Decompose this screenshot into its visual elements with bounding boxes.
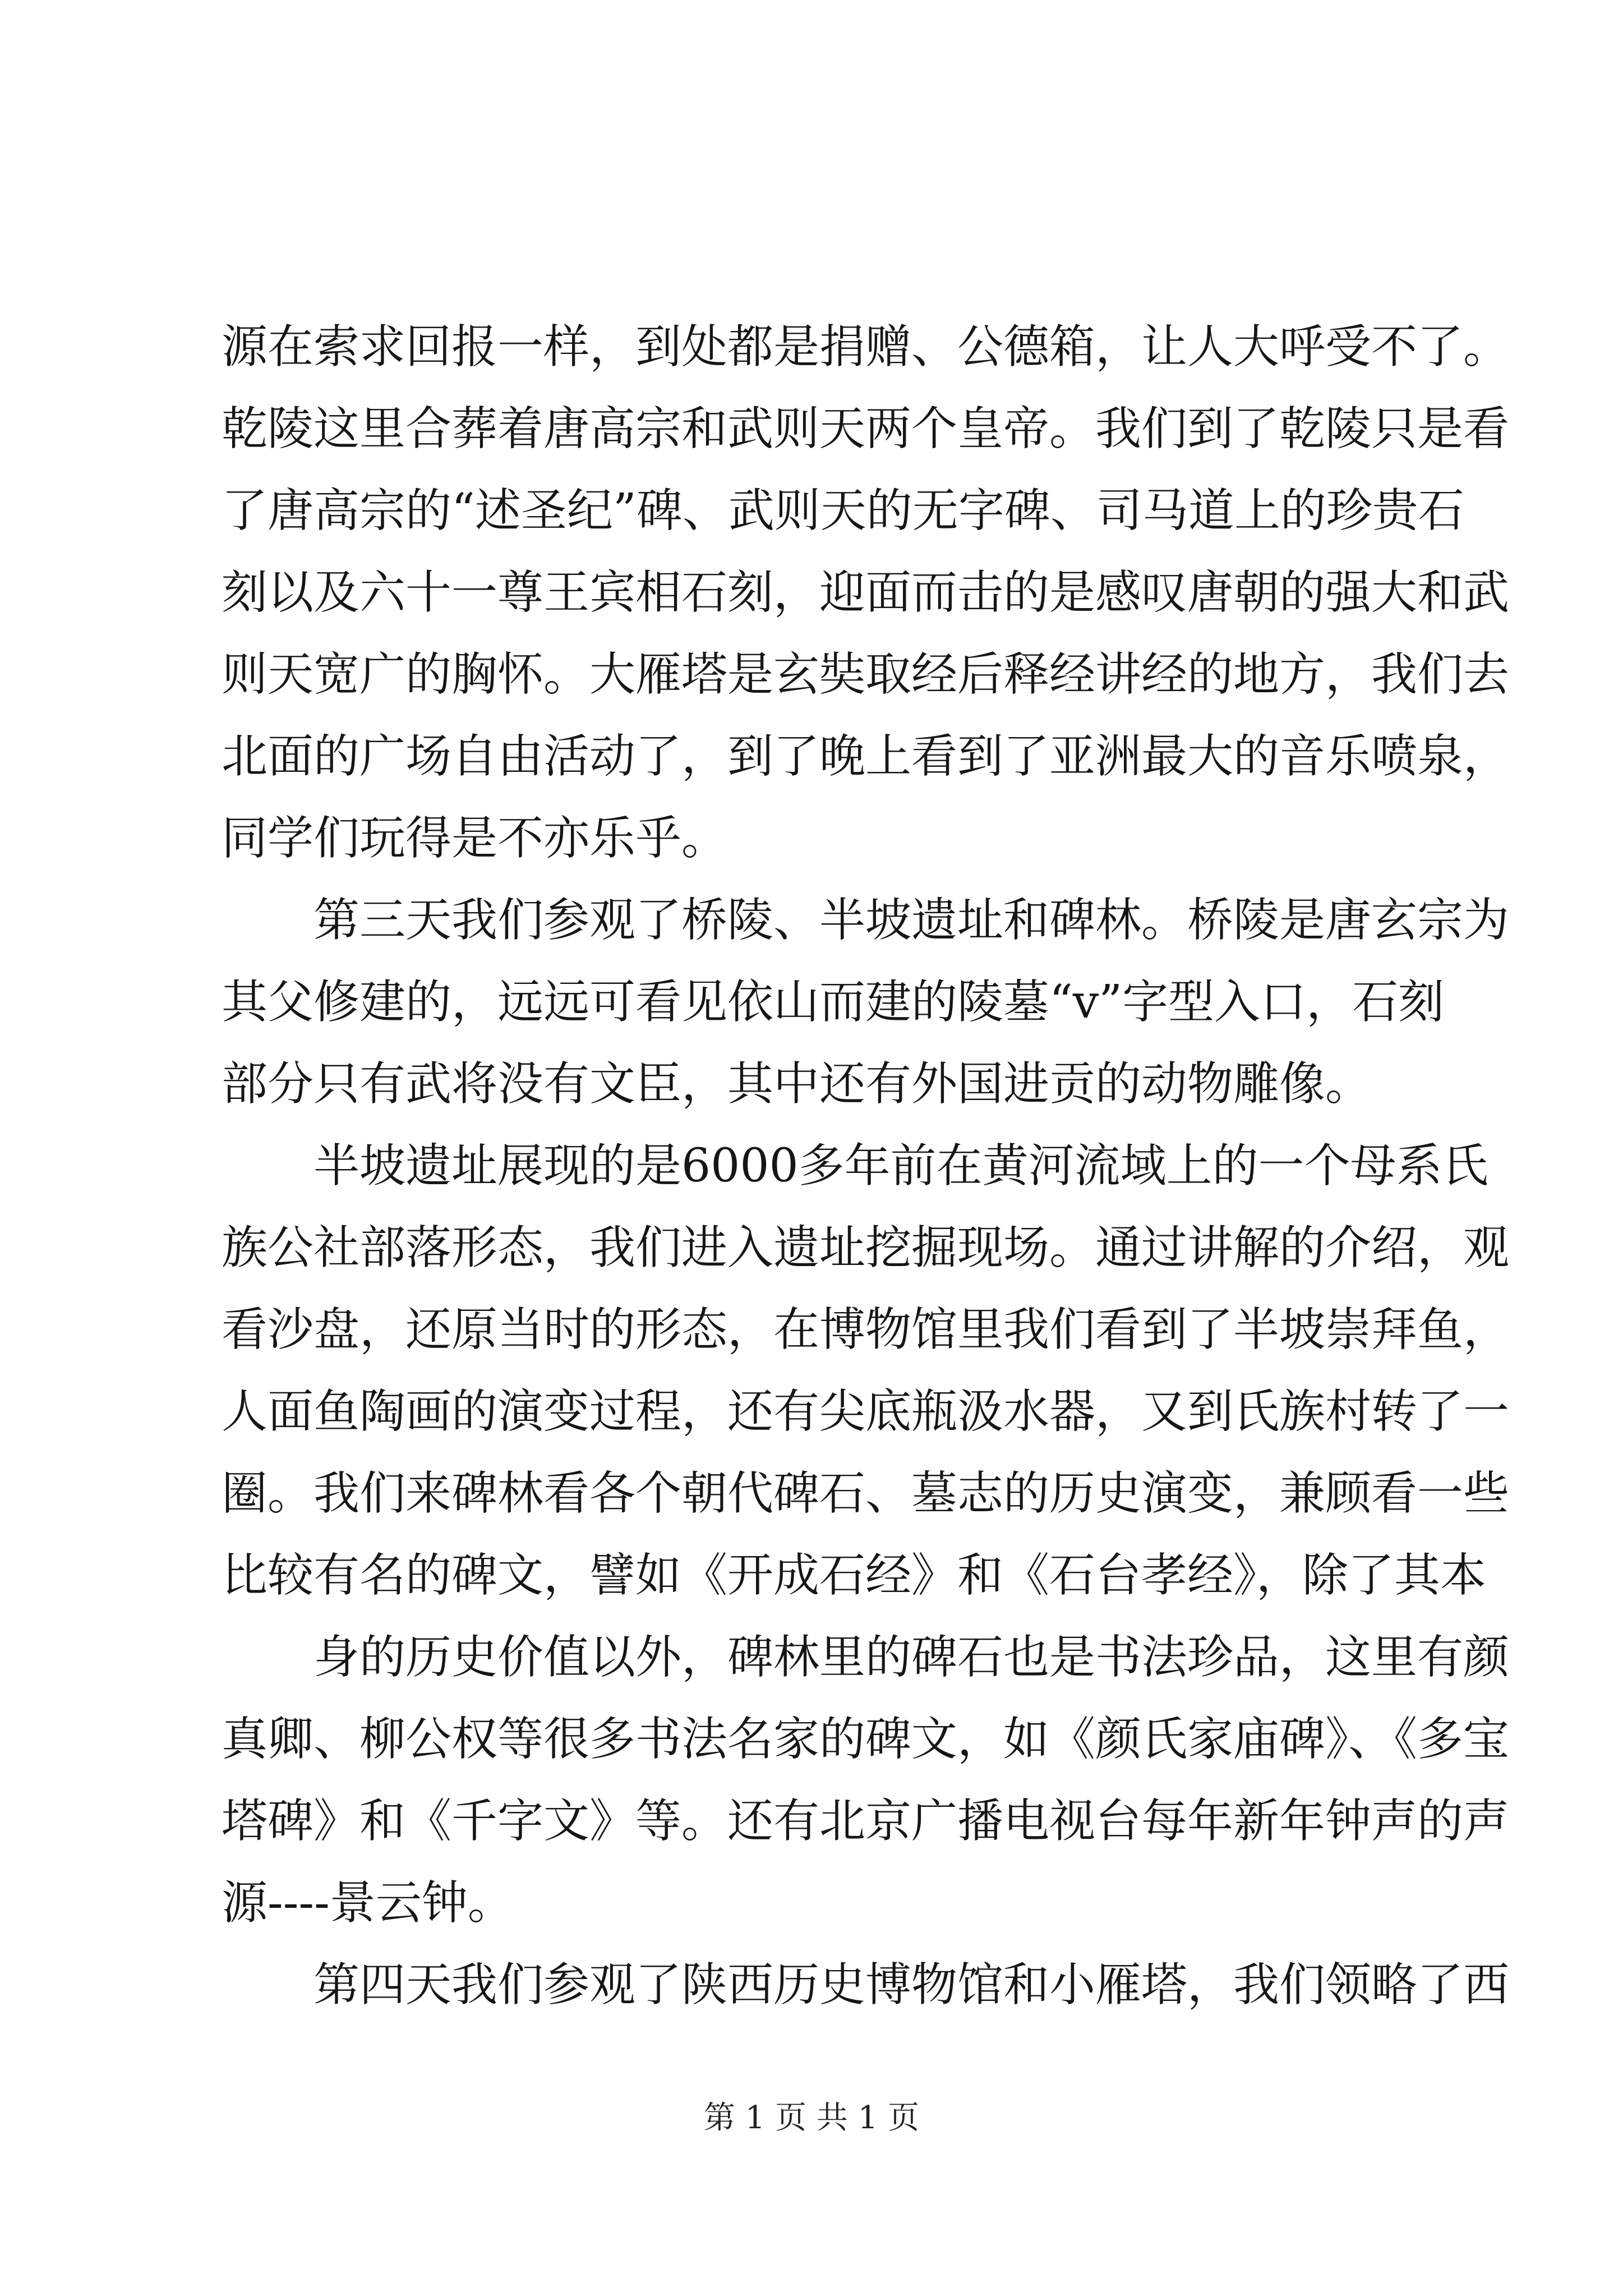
text-line: 则天宽广的胸怀。大雁塔是玄奘取经后释经讲经的地方，我们去 <box>222 648 1510 701</box>
text-line: 部分只有武将没有文臣，其中还有外国进贡的动物雕像。 <box>222 1057 1372 1111</box>
text-line: 乾陵这里合葬着唐高宗和武则天两个皇帝。我们到了乾陵只是看 <box>222 402 1510 455</box>
text-line: 族公社部落形态，我们进入遗址挖掘现场。通过讲解的介绍，观 <box>222 1221 1510 1274</box>
text-line: 北面的广场自由活动了，到了晚上看到了亚洲最大的音乐喷泉， <box>222 730 1510 783</box>
text-line: 源----景云钟。 <box>222 1876 514 1930</box>
text-line: 看沙盘，还原当时的形态，在博物馆里我们看到了半坡崇拜鱼， <box>222 1303 1510 1356</box>
text-line: 源在索求回报一样，到处都是捐赠、公德箱，让人大呼受不了。 <box>222 320 1510 374</box>
text-line: 比较有名的碑文，譬如《开成石经》和《石台孝经》，除了其本 <box>222 1549 1487 1602</box>
page-footer <box>0 2098 1623 2138</box>
paragraph-start-line: 第三天我们参观了桥陵、半坡遗址和碑林。桥陵是唐玄宗为 <box>313 894 1510 947</box>
text-line: 塔碑》和《千字文》等。还有北京广播电视台每年新年钟声的声 <box>222 1795 1510 1848</box>
text-line: 真卿、柳公权等很多书法名家的碑文，如《颜氏家庙碑》、《多宝 <box>222 1713 1510 1766</box>
body-text <box>222 317 1510 2037</box>
text-line: 了唐高宗的“述圣纪”碑、武则天的无字碑、司马道上的珍贵石 <box>222 484 1464 537</box>
paragraph-start-line: 半坡遗址展现的是6000多年前在黄河流域上的一个母系氏 <box>313 1139 1488 1193</box>
text-line: 其父修建的，远远可看见依山而建的陵墓“v”字型入口，石刻 <box>222 976 1445 1029</box>
text-line: 圈。我们来碑林看各个朝代碑石、墓志的历史演变，兼顾看一些 <box>222 1467 1510 1520</box>
page-number-label: 第 1 页 共 1 页 <box>703 2100 920 2136</box>
paragraph-start-line: 身的历史价值以外，碑林里的碑石也是书法珍品，这里有颜 <box>313 1631 1510 1684</box>
text-line: 人面鱼陶画的演变过程，还有尖底瓶汲水器，又到氏族村转了一 <box>222 1385 1510 1438</box>
text-line: 刻以及六十一尊王宾相石刻，迎面而击的是感叹唐朝的强大和武 <box>222 566 1510 619</box>
paragraph-start-line: 第四天我们参观了陕西历史博物馆和小雁塔，我们领略了西 <box>313 1958 1510 2012</box>
text-line: 同学们玩得是不亦乐乎。 <box>222 812 728 865</box>
